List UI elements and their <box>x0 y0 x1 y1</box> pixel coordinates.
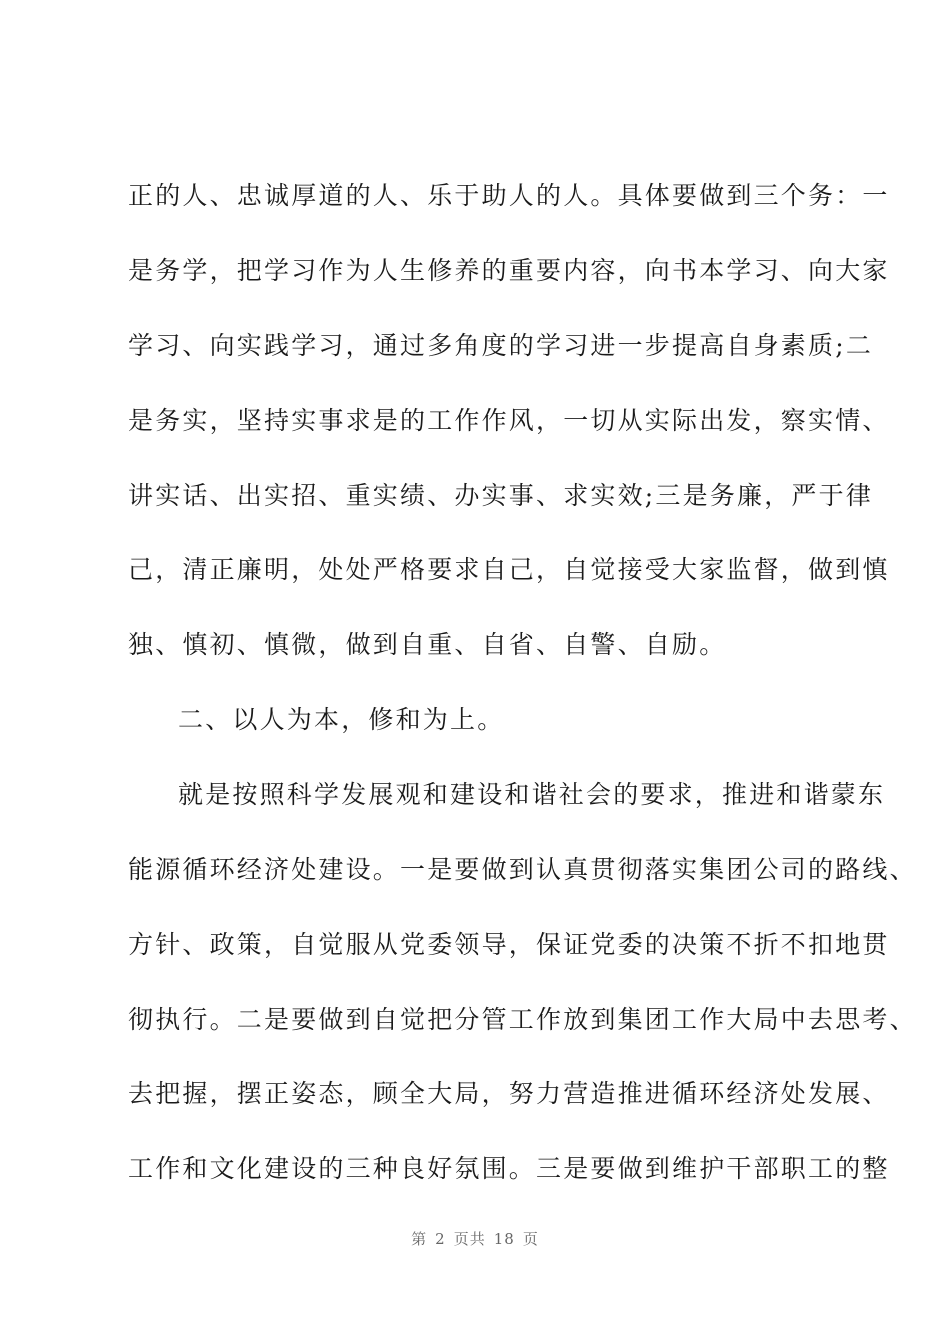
footer-page-number: 2 <box>435 1230 446 1248</box>
footer-prefix: 第 <box>411 1230 428 1248</box>
body-line: 去把握，摆正姿态，顾全大局，努力营造推进循环经济处发展、 <box>128 1079 890 1108</box>
body-line: 讲实话、出实招、重实绩、办实事、求实效;三是务廉，严于律 <box>128 481 874 510</box>
body-line: 学习、向实践学习，通过多角度的学习进一步提高自身素质;二 <box>128 331 874 360</box>
body-line: 能源循环经济处建设。一是要做到认真贯彻落实集团公司的路线、 <box>128 855 917 884</box>
body-line: 方针、政策，自觉服从党委领导，保证党委的决策不折不扣地贯 <box>128 930 890 959</box>
body-line: 是务学，把学习作为人生修养的重要内容，向书本学习、向大家 <box>128 256 890 285</box>
section-heading: 二、以人为本，修和为上。 <box>178 705 505 734</box>
body-line: 正的人、忠诚厚道的人、乐于助人的人。具体要做到三个务：一 <box>128 181 890 210</box>
footer-total-pages: 18 <box>493 1230 515 1248</box>
footer-middle: 页共 <box>453 1230 486 1248</box>
body-line: 己，清正廉明，处处严格要求自己，自觉接受大家监督，做到慎 <box>128 555 890 584</box>
paragraph-start-line: 就是按照科学发展观和建设和谐社会的要求，推进和谐蒙东 <box>178 780 886 809</box>
body-line: 彻执行。二是要做到自觉把分管工作放到集团工作大局中去思考、 <box>128 1005 917 1034</box>
body-line: 工作和文化建设的三种良好氛围。三是要做到维护干部职工的整 <box>128 1154 890 1183</box>
body-line: 独、慎初、慎微，做到自重、自省、自警、自励。 <box>128 630 727 659</box>
page-footer <box>0 1228 950 1249</box>
body-line: 是务实，坚持实事求是的工作作风，一切从实际出发，察实情、 <box>128 406 890 435</box>
footer-suffix: 页 <box>522 1230 539 1248</box>
